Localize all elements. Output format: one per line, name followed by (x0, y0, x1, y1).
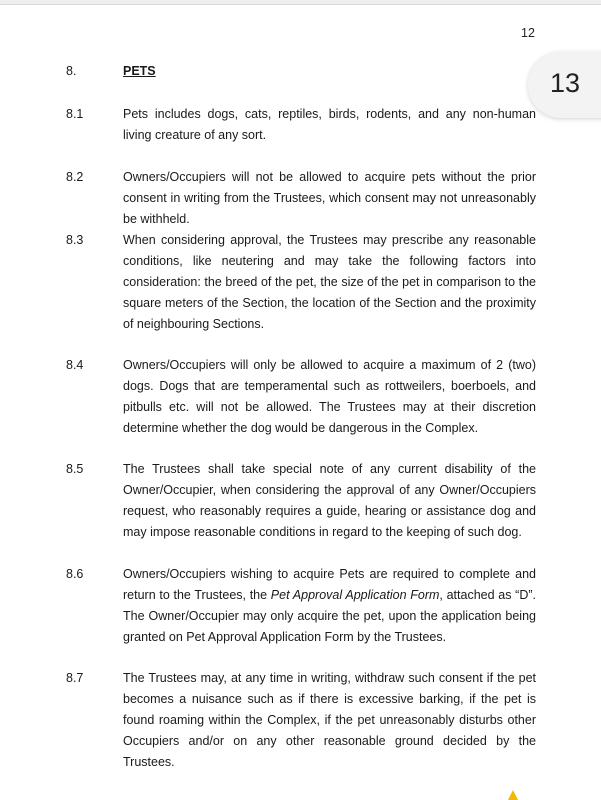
clause-text: The Trustees may, at any time in writing, withdraw such consent if the pet becomes a nuisance such as if there is excessive barking, if the pet is found roaming within the Complex, if the pet unreasonably disturbs other Occupiers and/or on any other reasonable ground decided by the Trustees. (123, 671, 536, 769)
top-divider (0, 0, 601, 5)
clause-number: 8.5 (66, 462, 84, 476)
page-badge[interactable] (528, 52, 601, 118)
clause-text: Owners/Occupiers will not be allowed to acquire pets without the prior consent in writing from the Trustees, which consent may not unreasonably be withheld. (123, 170, 536, 226)
clause-number: 8.3 (66, 233, 84, 247)
clause-text-part: Owners/Occupiers wishing to acquire Pets are required to complete and return to the Trustees, the (123, 567, 536, 602)
clause-8-7 (66, 668, 536, 773)
form-name: Pet Approval Application Form (270, 588, 440, 602)
section-title: PETS (123, 64, 156, 78)
clause-text: When considering approval, the Trustees may prescribe any reasonable conditions, like neutering and may take the following factors into consideration: the breed of the pet, the size of the pet in comparison to the square meters of the Section, the location of the Section and the proximity of neighbouring Sections. (123, 233, 536, 331)
clause-8-6 (66, 564, 536, 648)
clause-8-5 (66, 459, 536, 543)
clause-8-4 (66, 355, 536, 439)
clause-number: 8.2 (66, 170, 84, 184)
clause-number: 8.4 (66, 358, 84, 372)
clause-8-1 (66, 104, 536, 146)
clause-number: 8.6 (66, 567, 84, 581)
clause-text: Owners/Occupiers will only be allowed to acquire a maximum of 2 (two) dogs. Dogs that are temperamental such as rottweilers, boerboels, and pitbulls etc. will not be allowed. The Trustees may at their discretion determine whether the dog would be dangerous in the Complex. (123, 358, 536, 435)
section-number: 8. (66, 64, 77, 78)
clause-text: The Trustees shall take special note of any current disability of the Owner/Occupier, when considering the approval of any Owner/Occupiers request, who reasonably requires a guide, hearing or assistance dog and may impose reasonable conditions in regard to the keeping of such dog. (123, 462, 536, 539)
clause-number: 8.7 (66, 671, 84, 685)
clause-text (123, 564, 536, 648)
clause-8-2 (66, 167, 536, 230)
clause-text: Pets includes dogs, cats, reptiles, birds, rodents, and any non-human living creature of any sort. (123, 107, 536, 142)
clause-8-3 (66, 230, 536, 335)
page-badge-number: 13 (550, 68, 581, 98)
page-number: 12 (521, 26, 535, 40)
clause-number: 8.1 (66, 107, 84, 121)
clause-text-part: , attached as “D”. The Owner/Occupier may only acquire the pet, upon the application being granted on Pet Approval Application Form by the Trustees. (123, 588, 537, 644)
corner-accent-icon (508, 790, 518, 800)
